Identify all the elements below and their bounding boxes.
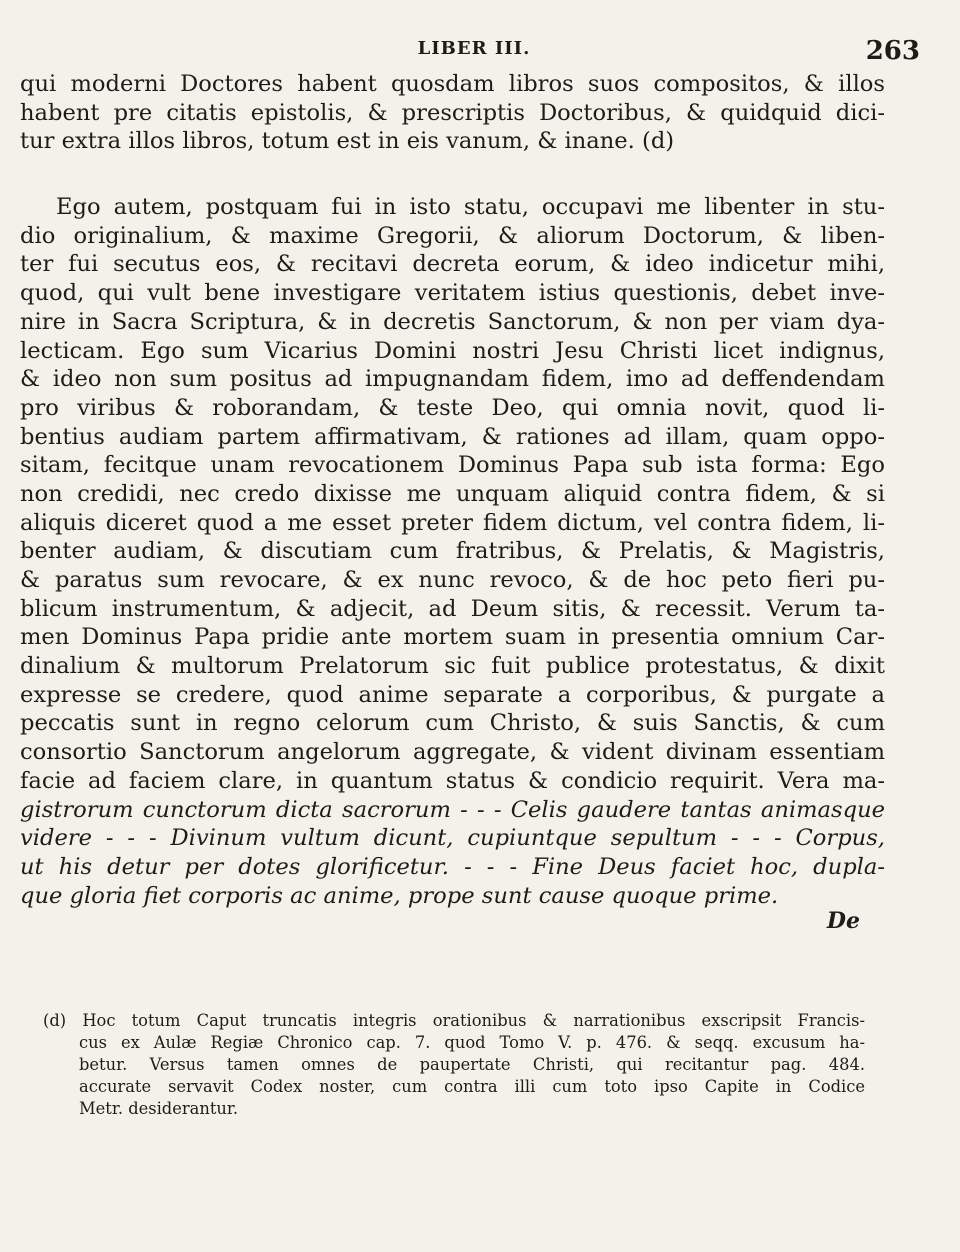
text-line: peccatis sunt in regno celorum cum Christo, & suis Sanctis, & cum <box>20 710 885 737</box>
text-line: men Dominus Papa pridie ante mortem suam in presentia omnium Car- <box>20 624 885 651</box>
text-line: non credidi, nec credo dixisse me unquam aliquid contra fidem, & si <box>20 480 885 507</box>
text-line: consortio Sanctorum angelorum aggregate, & vident divinam essentiam <box>20 739 885 766</box>
text-line: dio originalium, & maxime Gregorii, & aliorum Doctorum, & liben- <box>20 222 885 249</box>
running-title: LIBER III. <box>417 38 531 59</box>
text-line: dinalium & multorum Prelatorum sic fuit publice protestatus, & dixit <box>20 653 885 680</box>
text-line: ter fui secutus eos, & recitavi decreta eorum, & ideo indicetur mihi, <box>20 251 885 278</box>
footnote-line: Metr. desiderantur. <box>79 1099 239 1118</box>
text-line: quod, qui vult bene investigare veritatem istius questionis, debet inve- <box>20 280 885 307</box>
text-line: qui moderni Doctores habent quosdam libros suos compositos, & illos <box>20 71 885 97</box>
footnote-line: (d) Hoc totum Caput truncatis integris orationibus & narrationibus exscripsit Francis- <box>43 1011 865 1030</box>
paragraph-1 <box>20 70 885 156</box>
catchword: De <box>826 908 860 934</box>
text-line: bentius audiam partem affirmativam, & rationes ad illam, quam oppo- <box>20 423 885 450</box>
page-number: 263 <box>865 36 920 66</box>
text-line: tur extra illos libros, totum est in eis vanum, & inane. (d) <box>20 128 675 155</box>
text-line: ut his detur per dotes glorificetur. - - - Fine Deus faciet hoc, dupla- <box>20 853 885 880</box>
paragraph-2 <box>20 193 885 910</box>
text-line: habent pre citatis epistolis, & prescriptis Doctoribus, & quidquid dici- <box>20 99 885 126</box>
running-head <box>18 30 930 70</box>
text-line: lecticam. Ego sum Vicarius Domini nostri Jesu Christi licet indignus, <box>20 337 885 364</box>
footnote-line: cus ex Aulæ Regiæ Chronico cap. 7. quod Tomo V. p. 476. & seqq. excusum ha- <box>79 1033 865 1052</box>
text-line: videre - - - Divinum vultum dicunt, cupiuntque sepultum - - - Corpus, <box>20 825 885 852</box>
text-line: facie ad faciem clare, in quantum status & condicio requirit. Vera ma- <box>20 767 885 794</box>
footnote-line: betur. Versus tamen omnes de paupertate Christi, qui recitantur pag. 484. <box>79 1055 865 1074</box>
footnote <box>35 1010 865 1120</box>
text-line: pro viribus & roborandam, & teste Deo, qui omnia novit, quod li- <box>20 394 885 421</box>
main-text <box>20 70 885 910</box>
text-line: sitam, fecitque unam revocationem Dominus Papa sub ista forma: Ego <box>20 452 885 479</box>
text-line: gistrorum cunctorum dicta sacrorum - - - Celis gaudere tantas animasque <box>20 796 885 823</box>
text-line: que gloria fiet corporis ac anime, prope sunt cause quoque prime. <box>20 882 779 909</box>
text-line: & paratus sum revocare, & ex nunc revoco, & de hoc peto fieri pu- <box>20 567 885 593</box>
text-line: & ideo non sum positus ad impugnandam fidem, imo ad deffendendam <box>20 366 885 393</box>
text-line: Ego autem, postquam fui in isto statu, occupavi me libenter in stu- <box>56 194 885 221</box>
text-line: nire in Sacra Scriptura, & in decretis Sanctorum, & non per viam dya- <box>20 308 885 335</box>
footnote-line: accurate servavit Codex noster, cum contra illi cum toto ipso Capite in Codice <box>79 1077 865 1096</box>
text-line: expresse se credere, quod anime separate a corporibus, & purgate a <box>20 681 885 708</box>
text-line: benter audiam, & discutiam cum fratribus, & Prelatis, & Magistris, <box>20 538 885 565</box>
text-line: blicum instrumentum, & adjecit, ad Deum sitis, & recessit. Verum ta- <box>20 595 885 622</box>
text-line: aliquis diceret quod a me esset preter fidem dictum, vel contra fidem, li- <box>20 509 885 536</box>
